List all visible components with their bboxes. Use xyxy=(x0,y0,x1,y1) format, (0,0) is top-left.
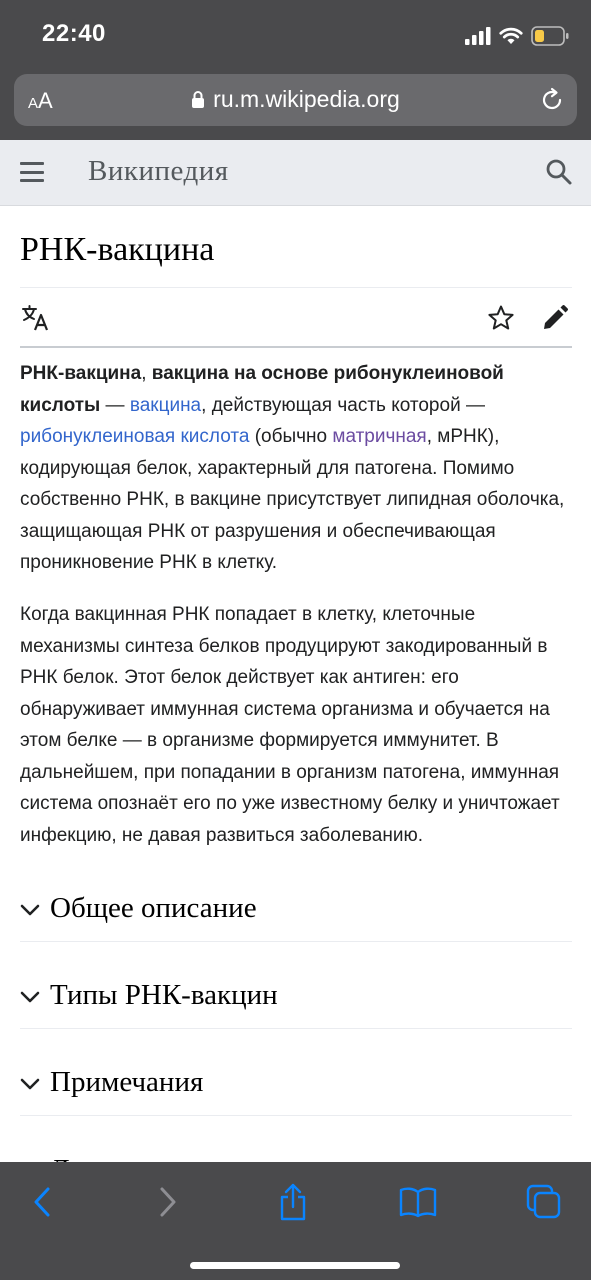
section-heading: Общее описание xyxy=(50,892,257,924)
section-literature[interactable] xyxy=(20,1140,580,1162)
title-divider xyxy=(20,287,572,288)
link-vaccine[interactable]: вакцина xyxy=(129,394,202,416)
reload-icon[interactable] xyxy=(539,87,565,113)
bookmarks-button[interactable] xyxy=(398,1182,438,1222)
chevron-down-icon xyxy=(20,991,40,1005)
edit-icon[interactable] xyxy=(541,304,569,332)
search-icon[interactable] xyxy=(545,158,573,186)
lock-icon xyxy=(191,90,205,109)
share-icon xyxy=(277,1183,309,1221)
browser-top-chrome xyxy=(0,0,591,140)
section-divider xyxy=(20,1028,572,1029)
page-title: РНК-вакцина xyxy=(20,231,215,268)
status-bar xyxy=(0,0,591,70)
forward-icon xyxy=(159,1187,177,1217)
tabs-icon xyxy=(526,1184,562,1220)
wiki-header xyxy=(0,140,591,206)
section-heading: Примечания xyxy=(50,1066,204,1098)
intro-bold-title: РНК-вакцина xyxy=(20,363,142,384)
back-button[interactable] xyxy=(22,1182,62,1222)
share-button[interactable] xyxy=(273,1182,313,1222)
url-text: ru.m.wikipedia.org xyxy=(213,86,400,112)
address-bar[interactable] xyxy=(14,74,577,126)
battery-icon xyxy=(531,26,569,46)
link-ribonucleic-acid[interactable]: рибонуклеиновая кислота xyxy=(20,426,250,447)
section-divider xyxy=(20,941,572,942)
home-indicator xyxy=(190,1262,400,1269)
signal-icon xyxy=(465,27,491,45)
chevron-down-icon xyxy=(20,1078,40,1092)
language-icon[interactable] xyxy=(22,305,50,331)
chevron-down-icon xyxy=(20,904,40,918)
section-rna-vaccine-types[interactable] xyxy=(20,965,572,1029)
url-group[interactable] xyxy=(14,86,577,113)
section-general-description[interactable] xyxy=(20,878,572,942)
forward-button[interactable] xyxy=(148,1182,188,1222)
page-actions-divider xyxy=(20,346,572,348)
section-heading: Типы РНК-вакцин xyxy=(50,979,278,1011)
back-icon xyxy=(33,1187,51,1217)
link-messenger-rna[interactable]: матричная xyxy=(332,426,427,447)
intro-paragraph: РНК-вакцина, вакцина на основе рибонуклеиновой кислоты — вакцина, действующая часть которой — рибонуклеиновая кислота (обычно матричная, мРНК), кодирующая белок, характерный для патогена. Помимо собственно РНК, в вакцине присутствует липидная оболочка, защищающая РНК от разрушения и обеспечивающая проникновение РНК в клетку. xyxy=(20,363,565,573)
status-time: 22:40 xyxy=(42,20,106,47)
section-notes[interactable] xyxy=(20,1052,572,1116)
wikipedia-logo[interactable]: Википедия xyxy=(88,155,229,187)
wifi-icon xyxy=(499,27,523,45)
bookmarks-icon xyxy=(399,1186,437,1218)
section-divider xyxy=(20,1115,572,1116)
body-paragraph: Когда вакцинная РНК попадает в клетку, клеточные механизмы синтеза белков продуцируют закодированный в РНК белок. Этот белок действует как антиген: его обнаруживает иммунная система организма и обучается на этом белке — в организме формируется иммунитет. В дальнейшем, при попадании в организм патогена, иммунная система опознаёт его по уже известному белку и уничтожает инфекцию, не давая развиться заболеванию. xyxy=(20,604,560,846)
status-icons xyxy=(465,24,569,48)
browser-toolbar xyxy=(0,1162,591,1280)
menu-icon[interactable] xyxy=(20,162,44,182)
tabs-button[interactable] xyxy=(524,1182,564,1222)
text-size-button[interactable]: AA xyxy=(28,88,53,113)
intro-bold-definition: вакцина на основе рибонуклеиновой кислоты xyxy=(20,363,504,416)
star-icon[interactable] xyxy=(487,304,515,332)
